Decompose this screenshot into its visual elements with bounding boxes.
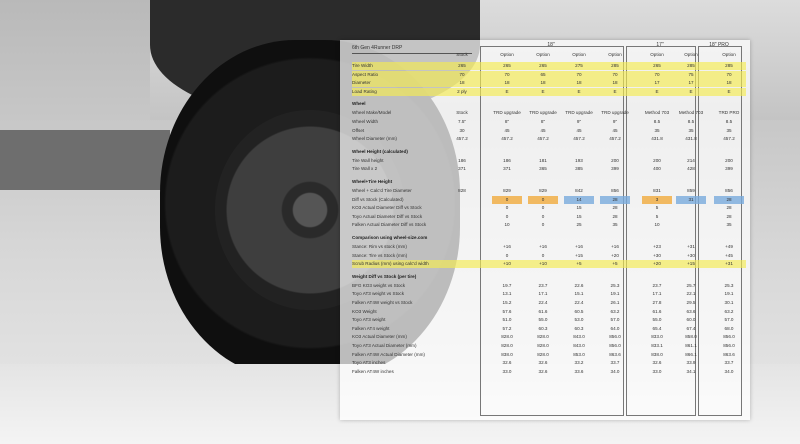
table-row: [352, 165, 746, 173]
table-cell: +5: [576, 261, 582, 267]
table-row: [352, 260, 746, 268]
table-cell: 22.4: [538, 300, 548, 305]
table-cell: 399: [725, 166, 733, 172]
row-label: Wheel + Calc'd Tire Diameter: [352, 188, 412, 193]
table-cell: 431.8: [651, 136, 663, 142]
table-cell: 400: [653, 166, 661, 172]
table-cell: 25.3: [724, 282, 734, 288]
table-cell: 19.1: [610, 291, 620, 297]
table-cell: 457.2: [501, 136, 513, 142]
table-cell: 75: [688, 71, 694, 77]
table-cell: 60.5: [574, 308, 584, 314]
row-label: Toyo AT3 weight vs Stock: [352, 291, 404, 297]
table-cell: 61.6: [652, 308, 662, 314]
table-cell: 8.5: [687, 119, 695, 124]
table-row: [352, 187, 746, 195]
table-cell: 8.5: [725, 119, 733, 124]
row-label: Wheel Height (calculated): [352, 148, 408, 154]
table-cell: 838.0: [501, 351, 513, 357]
table-cell: 19.1: [724, 291, 734, 297]
table-cell: 55.0: [538, 317, 548, 323]
table-cell: 32.6: [538, 368, 548, 374]
table-row: [352, 243, 746, 251]
table-row: [352, 308, 746, 316]
table-cell: 18: [540, 80, 546, 86]
table-cell: 285: [687, 63, 695, 68]
table-row: [352, 109, 746, 117]
table-cell: 23.7: [538, 282, 548, 288]
table-cell: 856.0: [609, 343, 621, 348]
table-cell: 861.1: [685, 343, 697, 348]
column-header: Option: [650, 52, 664, 57]
table-cell: 34.0: [724, 368, 734, 374]
row-label: Falken AT4W weight vs Stock: [352, 300, 413, 305]
table-cell: 33.6: [574, 368, 584, 374]
table-cell: 8.5: [653, 119, 661, 124]
table-row: [352, 342, 746, 350]
table-cell: 22.1: [686, 291, 696, 297]
table-cell: +30: [653, 252, 661, 258]
table-cell: 200: [611, 157, 619, 163]
column-header: Option: [536, 52, 550, 57]
table-cell: 0: [541, 222, 545, 228]
table-cell: 842: [575, 188, 583, 193]
table-cell: 60.3: [574, 325, 584, 331]
table-cell: 0: [541, 252, 545, 258]
table-cell: 457.2: [573, 136, 585, 142]
table-cell: TRD upgrade: [529, 110, 557, 116]
table-cell: 200: [653, 157, 661, 163]
row-label: Weight Diff vs Stock (per tire): [352, 273, 417, 279]
table-cell: 833.0: [651, 334, 663, 340]
table-cell: 70: [612, 71, 618, 77]
table-cell: 28: [714, 196, 744, 204]
table-cell: 371: [458, 166, 466, 172]
table-cell: +15: [575, 252, 583, 258]
table-cell: 70: [654, 71, 660, 77]
table-cell: 33.0: [502, 368, 512, 374]
table-cell: 0: [541, 213, 545, 219]
table-cell: +30: [687, 252, 695, 258]
row-label: Toyo AT3 Actual Diameter (mm): [352, 343, 417, 348]
table-cell: 285: [725, 63, 733, 68]
table-cell: 33.2: [574, 360, 584, 366]
table-cell: 385: [575, 166, 583, 172]
table-cell: 30.1: [724, 300, 734, 305]
table-cell: 828.0: [501, 343, 513, 348]
table-cell: 22.4: [574, 300, 584, 305]
table-cell: 0: [505, 252, 509, 258]
table-cell: 70: [726, 71, 732, 77]
table-cell: 828: [458, 188, 466, 193]
table-cell: 17: [654, 80, 660, 86]
table-cell: 70: [576, 71, 582, 77]
table-row: [352, 252, 746, 260]
table-cell: 275: [575, 63, 583, 68]
table-cell: 25: [576, 222, 582, 228]
table-cell: 34.1: [686, 368, 696, 374]
row-label: Wheel+Tire Height: [352, 179, 393, 184]
table-cell: 19.7: [502, 282, 512, 288]
table-cell: 35: [654, 127, 660, 133]
table-cell: 833.1: [651, 343, 663, 348]
row-label: Wheel Make/Model: [352, 110, 392, 116]
row-label: Stance: Rim vs stock (mm): [352, 244, 407, 249]
column-header: Stock: [456, 52, 468, 57]
table-cell: 61.6: [538, 308, 548, 314]
table-row: [352, 79, 746, 87]
table-cell: 45: [504, 127, 510, 133]
table-cell: 35: [726, 222, 732, 228]
table-cell: 858.0: [685, 334, 697, 340]
table-cell: 25.3: [610, 282, 620, 288]
table-cell: 181: [539, 157, 547, 163]
table-cell: 0: [492, 196, 522, 204]
table-cell: +16: [611, 244, 619, 249]
table-cell: 28: [612, 205, 618, 211]
table-cell: 0: [528, 196, 558, 204]
table-cell: 10: [504, 222, 510, 228]
table-cell: 18: [576, 80, 582, 86]
table-cell: 32.6: [652, 360, 662, 366]
table-cell: 828.0: [501, 334, 513, 340]
row-label: KO3 Actual Diameter (mm): [352, 334, 407, 340]
column-header: Option: [684, 52, 698, 57]
table-cell: 193: [575, 157, 583, 163]
table-cell: 51.0: [502, 317, 512, 323]
row-label: Aspect Ratio: [352, 71, 379, 77]
table-cell: +23: [653, 244, 661, 249]
column-header: Option: [608, 52, 622, 57]
table-cell: 57.0: [610, 317, 620, 323]
table-cell: 63.2: [610, 308, 620, 314]
table-cell: 27.8: [652, 300, 662, 305]
table-cell: 859: [687, 188, 695, 193]
table-cell: 32.6: [538, 360, 548, 366]
table-cell: 35: [688, 127, 694, 133]
table-cell: 18: [726, 80, 732, 86]
section-header: [352, 234, 746, 242]
table-cell: 3: [642, 196, 672, 204]
table-cell: 28: [612, 213, 618, 219]
table-cell: 856.0: [723, 343, 735, 348]
table-cell: 265: [653, 63, 661, 68]
table-cell: 35: [726, 127, 732, 133]
row-label: Falken AT4W Actual Diameter (mm): [352, 351, 425, 357]
table-cell: +15: [687, 261, 695, 267]
row-label: Tire Width: [352, 63, 373, 68]
table-cell: 828.0: [537, 351, 549, 357]
spreadsheet-overlay: [340, 40, 750, 420]
table-cell: 265: [503, 63, 511, 68]
table-cell: 856: [725, 188, 733, 193]
table-cell: +45: [725, 252, 733, 258]
row-label: KO3 Actual Diameter Diff vs Stock: [352, 205, 422, 211]
table-row: [352, 157, 746, 165]
table-cell: 18: [612, 80, 618, 86]
column-header: Option: [572, 52, 586, 57]
table-cell: 8": [540, 119, 546, 124]
table-cell: 33.7: [724, 360, 734, 366]
table-cell: 186: [458, 157, 466, 163]
table-row: [352, 351, 746, 359]
table-cell: 57.0: [724, 317, 734, 323]
table-row: [352, 299, 746, 307]
section-header: [352, 100, 746, 108]
table-cell: 28: [726, 205, 732, 211]
table-cell: 285: [611, 63, 619, 68]
column-header-row: [352, 51, 746, 59]
row-label: Offset: [352, 127, 365, 133]
group-label-18in-pro: 18" PRO: [709, 42, 729, 48]
table-cell: +31: [687, 244, 695, 249]
table-cell: 33.0: [652, 368, 662, 374]
table-row: [352, 196, 746, 204]
table-cell: 431.8: [685, 136, 697, 142]
table-cell: TRD upgrade: [493, 110, 521, 116]
table-cell: +16: [503, 244, 511, 249]
table-cell: +20: [611, 252, 619, 258]
table-cell: 843.0: [573, 334, 585, 340]
table-cell: 68.0: [724, 325, 734, 331]
table-cell: +31: [725, 261, 733, 267]
table-cell: E: [505, 88, 509, 94]
table-cell: Stock: [456, 110, 468, 116]
table-cell: 457.2: [723, 136, 735, 142]
table-row: [352, 368, 746, 376]
table-cell: +10: [503, 261, 511, 267]
row-label: Diff vs Stock (Calculated): [352, 196, 404, 202]
row-label: BFG KO3 weight vs Stock: [352, 282, 406, 288]
table-cell: 829: [503, 188, 511, 193]
table-cell: 70: [459, 71, 465, 77]
table-cell: 8": [504, 119, 510, 124]
vehicle-bumper: [0, 130, 170, 190]
row-label: Wheel: [352, 101, 366, 107]
table-cell: 856.0: [609, 334, 621, 340]
table-cell: 65.4: [652, 325, 662, 331]
table-row: [352, 71, 746, 79]
table-cell: 856: [611, 188, 619, 193]
table-cell: 200: [725, 157, 733, 163]
table-cell: 63.2: [724, 308, 734, 314]
row-label: Tire Wall height: [352, 157, 384, 163]
table-row: [352, 62, 746, 70]
table-cell: 457.2: [537, 136, 549, 142]
table-cell: E: [577, 88, 581, 94]
table-cell: +16: [575, 244, 583, 249]
table-cell: 2 ply: [457, 88, 467, 94]
column-header: Option: [722, 52, 736, 57]
table-cell: 67.4: [686, 325, 696, 331]
table-cell: 31: [676, 196, 706, 204]
table-row: [352, 213, 746, 221]
table-cell: +49: [725, 244, 733, 249]
table-cell: 831: [653, 188, 661, 193]
table-cell: 7.5": [457, 119, 467, 124]
table-cell: 838.0: [651, 351, 663, 357]
table-row: [352, 282, 746, 290]
table-cell: E: [655, 88, 659, 94]
table-cell: 265: [458, 63, 466, 68]
table-cell: 25.7: [686, 282, 696, 288]
table-row: [352, 325, 746, 333]
table-cell: E: [613, 88, 617, 94]
section-header: [352, 148, 746, 156]
row-label: Load Rating: [352, 88, 377, 94]
table-cell: E: [541, 88, 545, 94]
table-cell: 0: [505, 213, 509, 219]
table-cell: 60.3: [538, 325, 548, 331]
table-cell: 34.0: [610, 368, 620, 374]
table-cell: 70: [504, 71, 510, 77]
table-cell: 828.0: [537, 343, 549, 348]
table-cell: 371: [503, 166, 511, 172]
table-row: [352, 204, 746, 212]
sheet-title: 6th Gen 4Runner DRP: [352, 45, 403, 51]
table-cell: 28: [726, 213, 732, 219]
table-cell: 33.9: [686, 360, 696, 366]
table-cell: E: [689, 88, 693, 94]
row-label: Falken Actual Diameter Diff vs Stock: [352, 222, 427, 228]
table-cell: 28: [600, 196, 630, 204]
table-cell: 29.5: [686, 300, 696, 305]
table-cell: 863.6: [609, 351, 621, 357]
table-cell: 399: [611, 166, 619, 172]
row-label: Wheel Diameter (mm): [352, 136, 397, 142]
table-cell: 57.6: [502, 308, 512, 314]
table-cell: 17.1: [538, 291, 548, 297]
table-cell: 457.2: [456, 136, 468, 142]
table-cell: 365: [539, 166, 547, 172]
table-cell: +5: [612, 261, 618, 267]
table-cell: 853.0: [573, 351, 585, 357]
table-cell: 214: [687, 157, 695, 163]
table-cell: 15.1: [574, 291, 584, 297]
table-cell: 9": [612, 119, 618, 124]
group-label-17in: 17": [656, 42, 664, 48]
table-cell: 35: [612, 222, 618, 228]
table-cell: 265: [539, 63, 547, 68]
group-label-18in: 18": [547, 42, 555, 48]
table-cell: 14: [564, 196, 594, 204]
table-cell: TRD upgrade: [565, 110, 593, 116]
table-cell: 30: [459, 127, 465, 133]
row-label: Falken AT4 weight: [352, 325, 390, 331]
row-label: Toyo AT3 inches: [352, 360, 386, 366]
table-cell: E: [727, 88, 731, 94]
table-cell: TRD PRO: [718, 110, 740, 116]
table-cell: 0: [505, 205, 509, 211]
table-cell: 45: [576, 127, 582, 133]
table-cell: 15: [576, 213, 582, 219]
column-header: Option: [500, 52, 514, 57]
table-cell: 65: [540, 71, 546, 77]
table-row: [352, 135, 746, 143]
table-cell: 5: [655, 213, 659, 219]
table-cell: 0: [541, 205, 545, 211]
table-cell: 55.0: [652, 317, 662, 323]
table-cell: 17.1: [652, 291, 662, 297]
table-cell: 18: [504, 80, 510, 86]
table-cell: 18: [459, 80, 465, 86]
section-header: [352, 273, 746, 281]
row-label: Diameter: [352, 80, 371, 86]
table-cell: 9": [576, 119, 582, 124]
table-cell: 23.7: [652, 282, 662, 288]
table-cell: 828.0: [537, 334, 549, 340]
table-cell: 17: [688, 80, 694, 86]
table-cell: 863.6: [723, 351, 735, 357]
table-cell: 829: [539, 188, 547, 193]
table-cell: 60.0: [686, 317, 696, 323]
table-cell: 45: [540, 127, 546, 133]
table-cell: 856.0: [723, 334, 735, 340]
table-cell: 22.6: [574, 282, 584, 288]
table-cell: 15.2: [502, 300, 512, 305]
table-cell: Method 703: [644, 110, 670, 116]
table-cell: 53.0: [574, 317, 584, 323]
table-row: [352, 127, 746, 135]
table-cell: 32.6: [502, 360, 512, 366]
table-cell: TRD upgrade: [601, 110, 629, 116]
row-label: Stance: Tire vs Stock (mm): [352, 252, 408, 258]
table-cell: +20: [653, 261, 661, 267]
table-cell: 13.1: [502, 291, 512, 297]
table-cell: +16: [539, 244, 547, 249]
table-cell: 33.7: [610, 360, 620, 366]
table-cell: 26.1: [610, 300, 620, 305]
row-label: Wheel Width: [352, 119, 379, 124]
section-header: [352, 178, 746, 186]
table-row: [352, 118, 746, 126]
table-row: [352, 221, 746, 229]
table-cell: 63.6: [686, 308, 696, 314]
table-cell: 457.2: [609, 136, 621, 142]
row-label: Toyo Actual Diameter Diff vs Stock: [352, 213, 423, 219]
row-label: Tire Wall x 2: [352, 166, 378, 172]
table-cell: Method 703: [678, 110, 704, 116]
table-row: [352, 88, 746, 96]
table-cell: 10: [654, 222, 660, 228]
row-label: Toyo AT3 weight: [352, 317, 386, 323]
table-cell: +10: [539, 261, 547, 267]
table-cell: 428: [687, 166, 695, 172]
table-cell: 843.0: [573, 343, 585, 348]
table-cell: 45: [612, 127, 618, 133]
table-row: [352, 290, 746, 298]
table-cell: 57.2: [502, 325, 512, 331]
table-cell: 15: [576, 205, 582, 211]
table-row: [352, 333, 746, 341]
row-label: Scrub Radius (mm) using calc'd width: [352, 261, 429, 267]
table-cell: 64.0: [610, 325, 620, 331]
table-cell: 5: [655, 205, 659, 211]
table-row: [352, 316, 746, 324]
table-cell: 186: [503, 157, 511, 163]
row-label: KO3 Weight: [352, 308, 377, 314]
row-label: Comparison using wheel-size.com: [352, 235, 428, 240]
table-row: [352, 359, 746, 367]
table-cell: 866.1: [685, 351, 697, 357]
row-label: Falken AT4W inches: [352, 368, 394, 374]
